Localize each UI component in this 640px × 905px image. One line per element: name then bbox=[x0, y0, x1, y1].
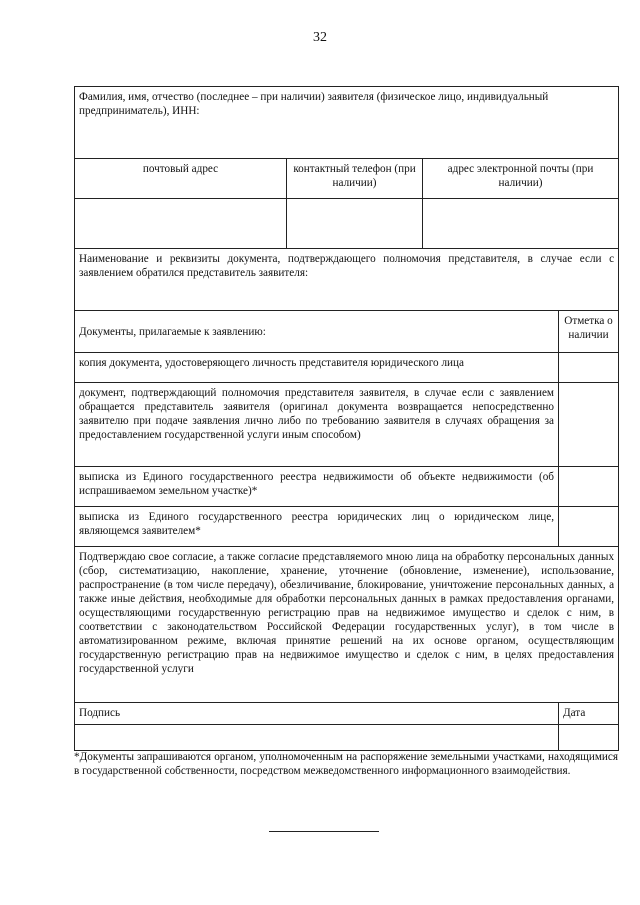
consent-row bbox=[75, 547, 619, 703]
contacts-header-row bbox=[75, 159, 619, 199]
signature-header-row bbox=[75, 703, 619, 725]
document-mark-cell[interactable] bbox=[559, 507, 619, 547]
mark-header: Отметка о наличии bbox=[559, 311, 619, 353]
signature-label: Подпись bbox=[75, 703, 559, 725]
date-label: Дата bbox=[559, 703, 619, 725]
document-mark-cell[interactable] bbox=[559, 353, 619, 383]
signature-value-row bbox=[75, 725, 619, 751]
page-number: 32 bbox=[313, 30, 327, 45]
representative-doc-label: Наименование и реквизиты документа, подтверждающего полномочия представителя, в случае если с заявлением обратился представитель заявителя: bbox=[79, 253, 615, 279]
document-item-label: документ, подтверждающий полномочия представителя заявителя, в случае если с заявлением обращается представитель заявителя (оригинал документа возвращается непосредственно заявителю при подаче заявления лично либо по требованию заявителя в случаях обращения за предоставлением государственной услуги иным способом) bbox=[75, 383, 559, 467]
consent-text: Подтверждаю свое согласие, а также согласие представляемого мною лица на обработку персональных данных (сбор, систематизацию, накопление, хранение, уточнение (обновление, изменение), использование, распространение (в том числе передачу), обезличивание, блокирование, уничтожение персональных данных, а также иные действия, необходимые для обработки персональных данных в рамках предоставления органами, осуществляющими государственную регистрацию прав на недвижимое имущество и сделок с ним, в соответствии с законодательством Российской Федерации государственных услуг), в том числе в автоматизированном режиме, включая принятие решений на их основе органом, осуществляющим государственную регистрацию прав на недвижимое имущество и сделок с ним, в целях предоставления государственной услуги bbox=[75, 547, 619, 703]
document-mark-cell[interactable] bbox=[559, 467, 619, 507]
phone-field[interactable] bbox=[287, 199, 423, 249]
representative-doc-field[interactable] bbox=[75, 249, 619, 311]
document-row bbox=[75, 353, 619, 383]
applicant-name-field[interactable] bbox=[75, 87, 619, 159]
documents-header: Документы, прилагаемые к заявлению: bbox=[75, 311, 559, 353]
document-row bbox=[75, 383, 619, 467]
bottom-rule bbox=[269, 831, 379, 832]
phone-header: контактный телефон (при наличии) bbox=[287, 159, 423, 199]
document-row bbox=[75, 507, 619, 547]
postal-address-field[interactable] bbox=[75, 199, 287, 249]
email-field[interactable] bbox=[423, 199, 619, 249]
document-item-label: выписка из Единого государственного реестра недвижимости об объекте недвижимости (об испрашиваемом земельном участке)* bbox=[75, 467, 559, 507]
contacts-value-row bbox=[75, 199, 619, 249]
document-item-label: выписка из Единого государственного реестра юридических лиц о юридическом лице, являющемся заявителем* bbox=[75, 507, 559, 547]
date-field[interactable] bbox=[559, 725, 619, 751]
postal-address-header: почтовый адрес bbox=[75, 159, 287, 199]
document-item-label: копия документа, удостоверяющего личность представителя юридического лица bbox=[75, 353, 559, 383]
application-form bbox=[74, 86, 619, 751]
signature-field[interactable] bbox=[75, 725, 559, 751]
documents-header-row bbox=[75, 311, 619, 353]
email-header: адрес электронной почты (при наличии) bbox=[423, 159, 619, 199]
representative-row bbox=[75, 249, 619, 311]
footnote: *Документы запрашиваются органом, уполномоченным на распоряжение земельными участками, находящимися в государственной собственности, посредством межведомственного информационного взаимодействия. bbox=[74, 751, 618, 777]
document-row bbox=[75, 467, 619, 507]
document-mark-cell[interactable] bbox=[559, 383, 619, 467]
applicant-name-label: Фамилия, имя, отчество (последнее – при наличии) заявителя (физическое лицо, индивидуальный предприниматель), ИНН: bbox=[79, 91, 549, 117]
applicant-row bbox=[75, 87, 619, 159]
